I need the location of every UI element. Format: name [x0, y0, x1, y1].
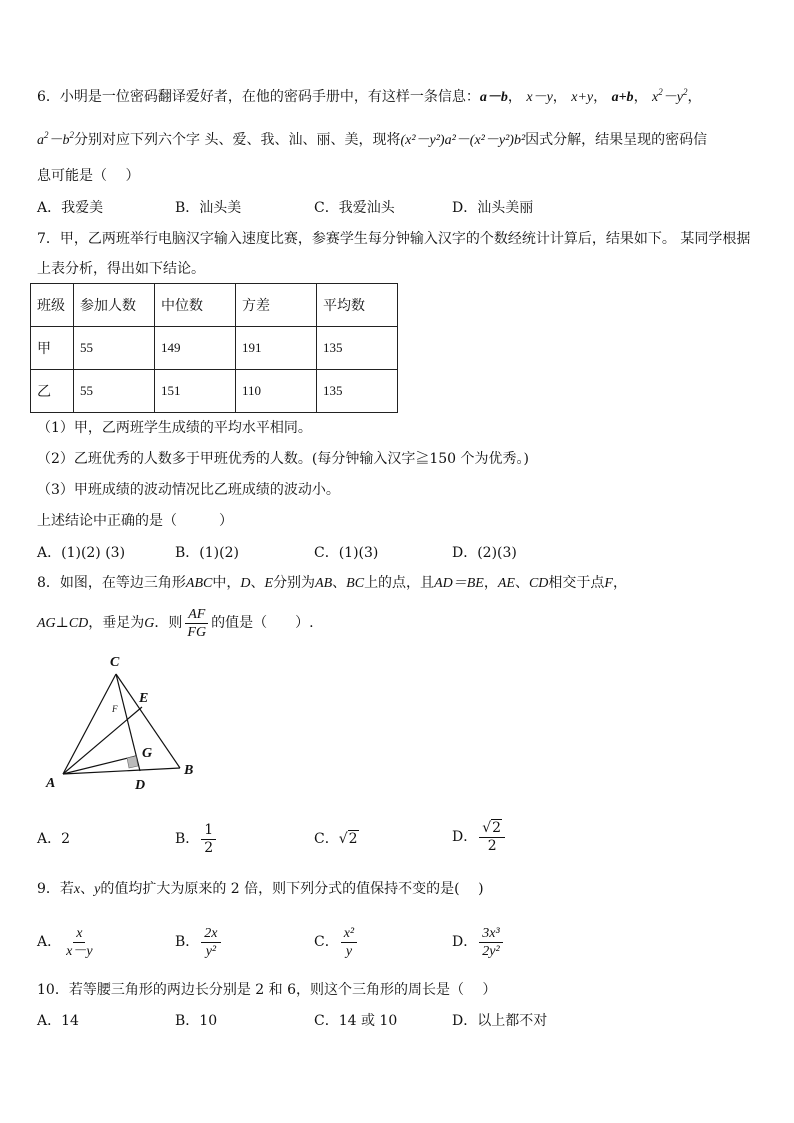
table-cell: 55	[74, 327, 155, 370]
segment-cd	[116, 674, 140, 771]
q8-option-d[interactable]	[452, 819, 507, 855]
table-cell: 191	[236, 327, 317, 370]
q7-option-d[interactable]: D．(2)(3)	[452, 545, 517, 561]
fraction-numerator: 3x³	[479, 925, 502, 943]
option-label: D．	[452, 829, 478, 845]
label-b: B	[184, 763, 194, 778]
label-c: C	[110, 655, 120, 670]
q6-sep: ，	[633, 89, 648, 105]
q8-text: ．则	[154, 615, 183, 631]
q7-line1: 7．甲，乙两班举行电脑汉字输入速度比赛，参赛学生每分钟输入汉字的个数经统计计算后，结果如下。 某同学根据	[37, 231, 751, 247]
fraction-denominator: y	[345, 943, 353, 959]
fraction-numerator: x²	[341, 925, 357, 943]
q8-text: 8．如图，在等边三角形	[37, 575, 186, 591]
q6-sep: ，	[507, 89, 522, 105]
q9-text: 的值均扩大为原来的 2 倍，则下列分式的值保持不变的是( )	[100, 881, 484, 897]
q9-option-b[interactable]	[175, 923, 223, 961]
q7-option-b[interactable]: B．(1)(2)	[175, 545, 239, 561]
q8-text: 相交于点	[548, 575, 605, 591]
q9-option-a[interactable]	[37, 923, 98, 961]
q8-text: 上的点，且	[364, 575, 435, 591]
table-cell: 135	[317, 327, 398, 370]
label-a: A	[46, 776, 56, 791]
table-header-cell: 中位数	[155, 284, 236, 327]
q6-line3: 息可能是（ ）	[37, 168, 140, 184]
q6-line2-text1: 分别对应下列六个字 头、爱、我、汕、丽、美，现将	[74, 132, 401, 148]
table-header-cell: 平均数	[317, 284, 398, 327]
q6-sep: ，	[687, 89, 702, 105]
q6-option-c[interactable]: C．我爱汕头	[314, 200, 395, 216]
fraction-option-a	[63, 925, 95, 960]
q6-line1	[37, 87, 701, 108]
q7-conclusion-2: （2）乙班优秀的人数多于甲班优秀的人数。(每分钟输入汉字≧150 个为优秀。)	[37, 451, 530, 467]
q8-ae: AE	[497, 576, 515, 591]
fraction-denominator: FG	[187, 624, 207, 640]
sqrt-two: √2	[482, 819, 502, 836]
q8-sep: 、	[514, 575, 529, 591]
fraction-option-b	[201, 925, 220, 960]
q6-code-x-minus-y: x－y	[526, 90, 553, 105]
fraction-numerator: x	[73, 925, 85, 943]
q10-option-b[interactable]: B．10	[175, 1013, 218, 1029]
table-cell: 149	[155, 327, 236, 370]
table-header-row	[31, 284, 398, 327]
q8-e: E	[264, 576, 274, 591]
fraction-numerator: AF	[185, 606, 208, 624]
table-cell: 55	[74, 370, 155, 413]
q6-expression: (x²－y²)a²－(x²－y²)b²	[400, 133, 526, 148]
q6-code-a-plus-b: a+b	[611, 90, 634, 105]
q8-ag-perp-cd: AG⊥CD	[37, 616, 89, 631]
q7-line2: 上表分析，得出如下结论。	[37, 261, 205, 277]
q7-option-c[interactable]: C．(1)(3)	[314, 545, 379, 561]
table-header-cell: 方差	[236, 284, 317, 327]
radicand: 2	[492, 819, 502, 836]
q9-sep: 、	[80, 881, 95, 897]
radicand: 2	[348, 831, 358, 847]
q8-text: 的值是（ ）.	[211, 615, 314, 631]
side-ca	[63, 674, 116, 774]
q6-a2-minus-b2: $a^2-b^2$	[37, 130, 74, 148]
fraction-denominator: 2	[487, 837, 497, 854]
fraction-sqrt2-over-2	[479, 820, 505, 855]
q9-option-c[interactable]	[314, 923, 359, 961]
q9-y: y	[94, 882, 101, 897]
table-cell: 甲	[31, 327, 74, 370]
option-label: C．	[314, 934, 339, 950]
q8-d: D	[240, 576, 251, 591]
fraction-denominator: 2y²	[482, 943, 500, 959]
table-header-cell: 班级	[31, 284, 74, 327]
q8-sep: 、	[332, 575, 347, 591]
q8-ad-eq-be: AD＝BE	[434, 576, 484, 591]
fraction-denominator: x－y	[66, 943, 93, 959]
q6-code-a-minus-b: a－b	[479, 90, 508, 105]
q6-option-a[interactable]: A．我爱美	[37, 200, 104, 216]
q10-option-c[interactable]: C．14 或 10	[314, 1013, 398, 1029]
q6-option-d[interactable]: D．汕头美丽	[452, 200, 534, 216]
q8-text: 分别为	[273, 575, 316, 591]
q8-g: G	[144, 616, 155, 631]
q8-text: ，垂足为	[88, 615, 145, 631]
q10-line: 10．若等腰三角形的两边长分别是 2 和 6，则这个三角形的周长是（ ）	[37, 982, 497, 998]
q8-text: 中，	[212, 575, 241, 591]
table-header-cell: 参加人数	[74, 284, 155, 327]
sqrt-two: √2	[338, 831, 358, 847]
q9-x: x	[73, 882, 81, 897]
q8-cd: CD	[528, 576, 549, 591]
label-f: F	[112, 704, 118, 714]
option-label: B．	[175, 934, 200, 950]
q8-line1	[37, 573, 627, 594]
label-d: D	[135, 778, 146, 793]
q8-af-over-fg	[184, 606, 209, 641]
q6-option-b[interactable]: B．汕头美	[175, 200, 242, 216]
q6-sep: ，	[593, 89, 608, 105]
table-cell: 110	[236, 370, 317, 413]
q8-line2	[37, 605, 314, 642]
q8-option-b[interactable]	[175, 821, 218, 857]
q8-f: F	[604, 576, 613, 591]
q6-minus-y: －y	[662, 90, 683, 105]
q6-x: x	[652, 90, 659, 105]
q9-option-d[interactable]	[452, 923, 505, 961]
fraction-one-half	[201, 822, 216, 857]
q6-sep: ，	[552, 89, 567, 105]
label-g: G	[142, 746, 153, 761]
q7-stats-table	[30, 283, 398, 413]
q8-sep: ，	[612, 575, 627, 591]
table-row	[31, 370, 398, 413]
q10-option-d[interactable]: D．以上都不对	[452, 1013, 548, 1029]
q6-line2-text2: 因式分解，结果呈现的密码信	[525, 132, 708, 148]
table-row	[31, 327, 398, 370]
q8-abc: ABC	[185, 576, 213, 591]
fraction-option-c	[341, 925, 357, 960]
fraction-option-d	[479, 925, 502, 960]
q8-bc: BC	[346, 576, 365, 591]
q8-sep: ，	[483, 575, 498, 591]
q8-ab: AB	[315, 576, 333, 591]
q6-prefix: 6．小明是一位密码翻译爱好者，在他的密码手册中，有这样一条信息：	[37, 89, 480, 105]
option-label: B．	[175, 831, 200, 847]
table-cell: 135	[317, 370, 398, 413]
option-label: C．	[314, 831, 339, 847]
option-label: D．	[452, 934, 478, 950]
q6-code-x2-minus-y2: $x^2-y^2$	[652, 87, 688, 105]
q9-text: 9．若	[37, 881, 74, 897]
q9-line	[37, 879, 484, 900]
q6-line2	[37, 130, 707, 151]
label-e: E	[139, 691, 149, 706]
side-ab	[63, 768, 180, 774]
fraction-numerator: 1	[201, 822, 216, 840]
fraction-denominator: y²	[205, 943, 217, 959]
q8-triangle-figure	[30, 650, 220, 800]
q8-option-c[interactable]	[314, 829, 359, 849]
q6-code-x-plus-y: x+y	[571, 90, 594, 105]
option-label: A．	[37, 934, 62, 950]
q8-sep: 、	[250, 575, 265, 591]
q7-ask: 上述结论中正确的是（ ）	[37, 513, 233, 529]
q10-option-a[interactable]: A．14	[37, 1013, 79, 1029]
q8-option-a[interactable]: A．2	[37, 831, 71, 847]
table-cell: 乙	[31, 370, 74, 413]
table-cell: 151	[155, 370, 236, 413]
q7-option-a[interactable]: A．(1)(2) (3)	[37, 545, 126, 561]
fraction-numerator: 2x	[201, 925, 220, 943]
right-angle-mark	[127, 756, 138, 768]
q7-conclusion-3: （3）甲班成绩的波动情况比乙班成绩的波动小。	[37, 482, 340, 498]
q7-conclusion-1: （1）甲，乙两班学生成绩的平均水平相同。	[37, 420, 312, 436]
fraction-numerator	[479, 820, 505, 838]
fraction-denominator: 2	[204, 839, 214, 856]
